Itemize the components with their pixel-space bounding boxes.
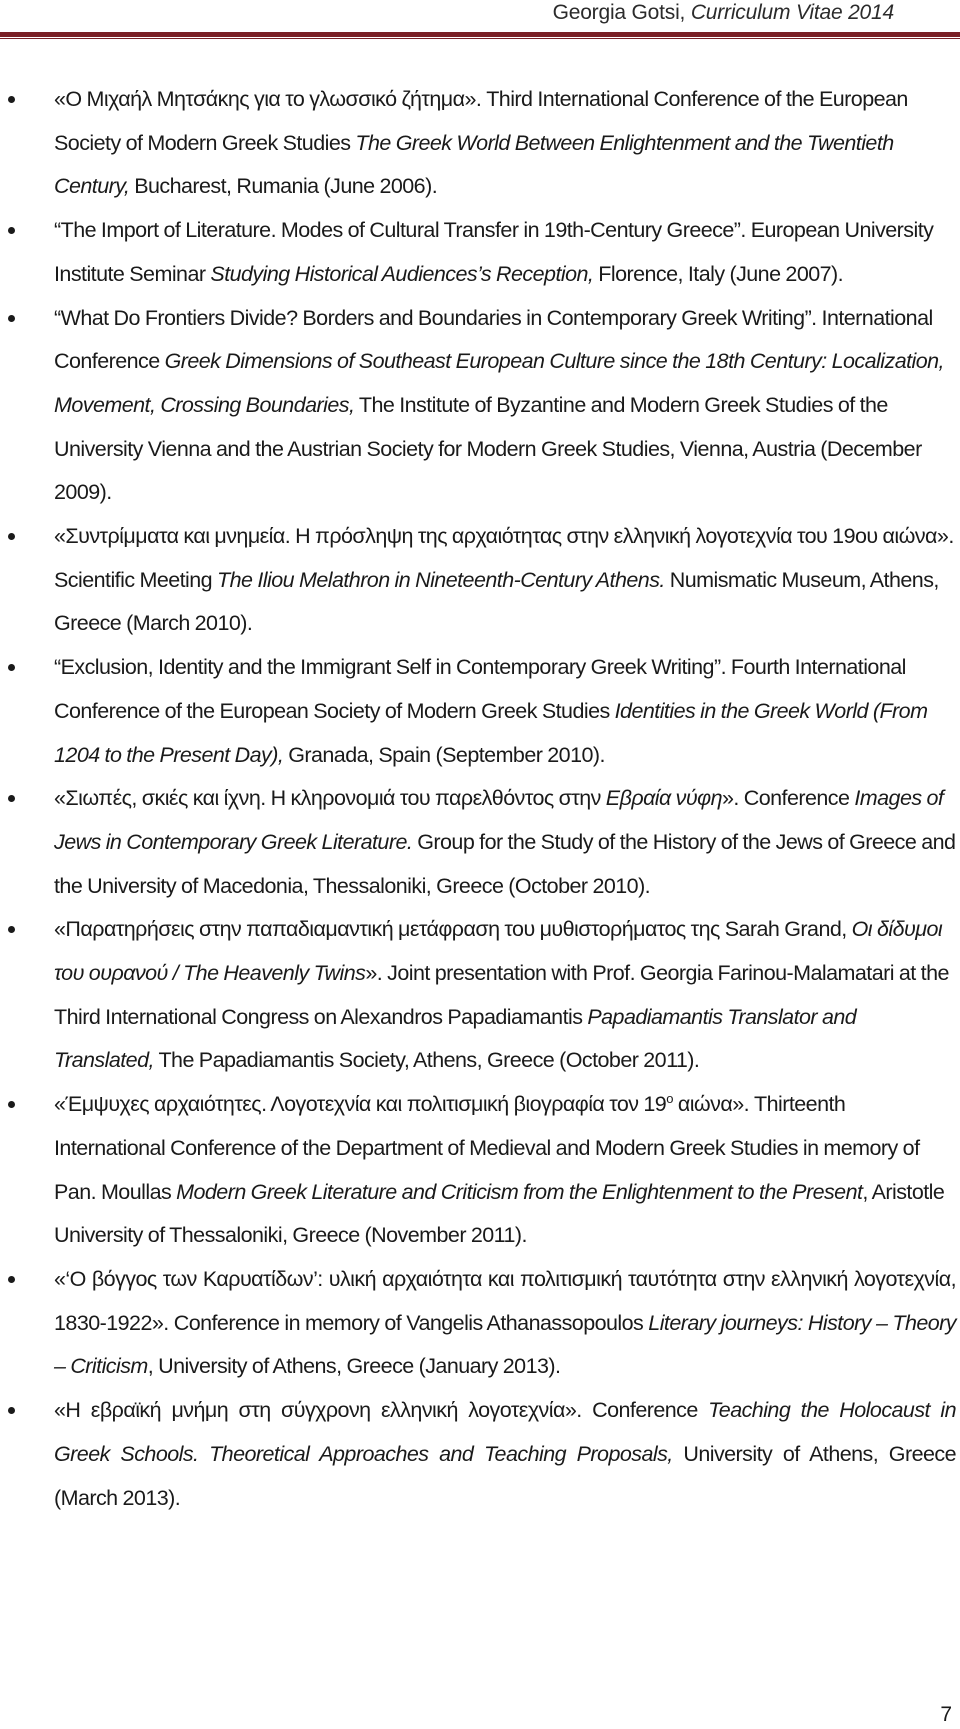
list-item [0,515,960,646]
entry-text: «Η εβραϊκή μνήμη στη σύγχρονη ελληνική λογοτεχνία». Conference [54,1398,709,1423]
bullet-icon [8,227,15,234]
entry-text: «Συντρίμματα και μνημεία. Η πρόσληψη της αρχαιότητας στην ελληνική λογοτεχνία του 19ου αιώνα». Scientific Meeting [54,524,954,592]
list-item [0,1083,960,1258]
list-item [0,297,960,516]
list-item [0,1258,960,1389]
entry-title: Literary journeys: History – Theory – Criticism [54,1310,956,1379]
entry-text: «Ο Μιχαήλ Μητσάκης για το γλωσσικό ζήτημα». Third International Conference of the European Society of Modern Greek Studies [54,87,908,155]
page-header [0,0,960,38]
entry-title: Οι δίδυμοι του ουρανού / The Heavenly Twins [54,917,943,986]
list-item [0,78,960,209]
bullet-icon [8,1407,15,1414]
bullet-icon [8,96,15,103]
entry-title: Images of Jews in Contemporary Greek Literature. [54,786,944,854]
entry-text: , University of Athens, Greece (January 2013). [147,1354,561,1379]
bullet-icon [8,1101,15,1108]
bullet-icon [8,315,15,322]
entry-text: Group for the Study of the History of the Jews of Greece and the University of Macedonia, Thessaloniki, Greece (October 2010). [54,829,956,898]
entry-title: Studying Historical Audiences’s Reception, [210,261,594,286]
entry-text: “The Import of Literature. Modes of Cultural Transfer in 19th-Century Greece”. European University Institute Seminar [54,218,934,286]
bullet-icon [8,926,15,933]
header-doc-title: Curriculum Vitae 2014 [690,1,894,24]
entry-superscript: ο [666,1091,673,1107]
presentations-list [0,78,960,1520]
bullet-icon [8,1276,15,1283]
entry-text: «Σιωπές, σκιές και ίχνη. Η κληρονομιά του παρελθόντος στην [54,786,606,811]
header-rule-thin [0,38,960,39]
entry-title: Teaching the Holocaust in Greek Schools. Theoretical Approaches and Teaching Proposals, [54,1398,956,1466]
entry-text: «Έμψυχες αρχαιότητες. Λογοτεχνία και πολιτισμική βιογραφία τον 19 [54,1092,667,1117]
entry-text: «‘Ο βόγγος των Καρυατίδων’: υλική αρχαιότητα και πολιτισμική ταυτότητα στην ελληνική λογοτεχνία, 1830-1922». Conference in memory of Vangelis Athanassopoulos [54,1266,956,1335]
list-item [0,209,960,296]
page-number: 7 [940,1703,952,1726]
entry-text: Bucharest, Rumania (June 2006). [129,174,438,199]
entry-text: University of Athens, Greece (March 2013). [54,1441,956,1510]
list-item [0,908,960,1083]
entry-text: ». Conference [722,786,855,811]
header-rule [0,32,960,37]
entry-text: Florence, Italy (June 2007). [593,261,844,286]
entry-text: “Exclusion, Identity and the Immigrant Self in Contemporary Greek Writing”. Fourth International Conference of the European Society of Modern Greek Studies [54,655,906,723]
entry-text: , Aristotle University of Thessaloniki, Greece (November 2011). [54,1179,945,1248]
entry-text: ». Joint presentation with Prof. Georgia Farinou-Malamatari at the Third International Congress on Alexandros Papadiamantis [54,961,949,1029]
header-author: Georgia Gotsi, [552,1,686,24]
entry-title: Papadiamantis Translator and Translated, [54,1004,857,1073]
entry-text: αιώνα». Thirteenth International Conference of the Department of Medieval and Modern Greek Studies in memory of Pan. Moullas [54,1092,920,1204]
entry-title: The Iliou Melathron in Nineteenth-Century Athens. [217,567,665,592]
entry-title: Identities in the Greek World (From 1204 to the Present Day), [54,698,928,767]
entry-title: Greek Dimensions of Southeast European Culture since the 18th Century: Localization, Movement, Crossing Boundaries, [54,349,944,417]
entry-title: Modern Greek Literature and Criticism from the Enlightenment to the Present [176,1179,863,1204]
list-item [0,646,960,777]
header-title [553,0,894,26]
bullet-icon [8,795,15,802]
list-item [0,1389,960,1520]
entry-title: The Greek World Between Enlightenment and the Twentieth Century, [54,130,894,199]
entry-text: Granada, Spain (September 2010). [283,742,605,767]
entry-text: “What Do Frontiers Divide? Borders and Boundaries in Contemporary Greek Writing”. International Conference [54,305,933,374]
bullet-icon [8,533,15,540]
entry-text: The Institute of Byzantine and Modern Greek Studies of the University Vienna and the Austrian Society for Modern Greek Studies, Vienna, Austria (December 2009). [54,392,922,505]
entry-title: Εβραία νύφη [605,786,722,811]
list-item [0,777,960,908]
bullet-icon [8,664,15,671]
entry-text: The Papadiamantis Society, Athens, Greece (October 2011). [153,1048,700,1073]
entry-text: Numismatic Museum, Athens, Greece (March 2010). [54,567,939,636]
entry-text: «Παρατηρήσεις στην παπαδιαμαντική μετάφραση του μυθιστορήματος της Sarah Grand, [54,917,852,942]
